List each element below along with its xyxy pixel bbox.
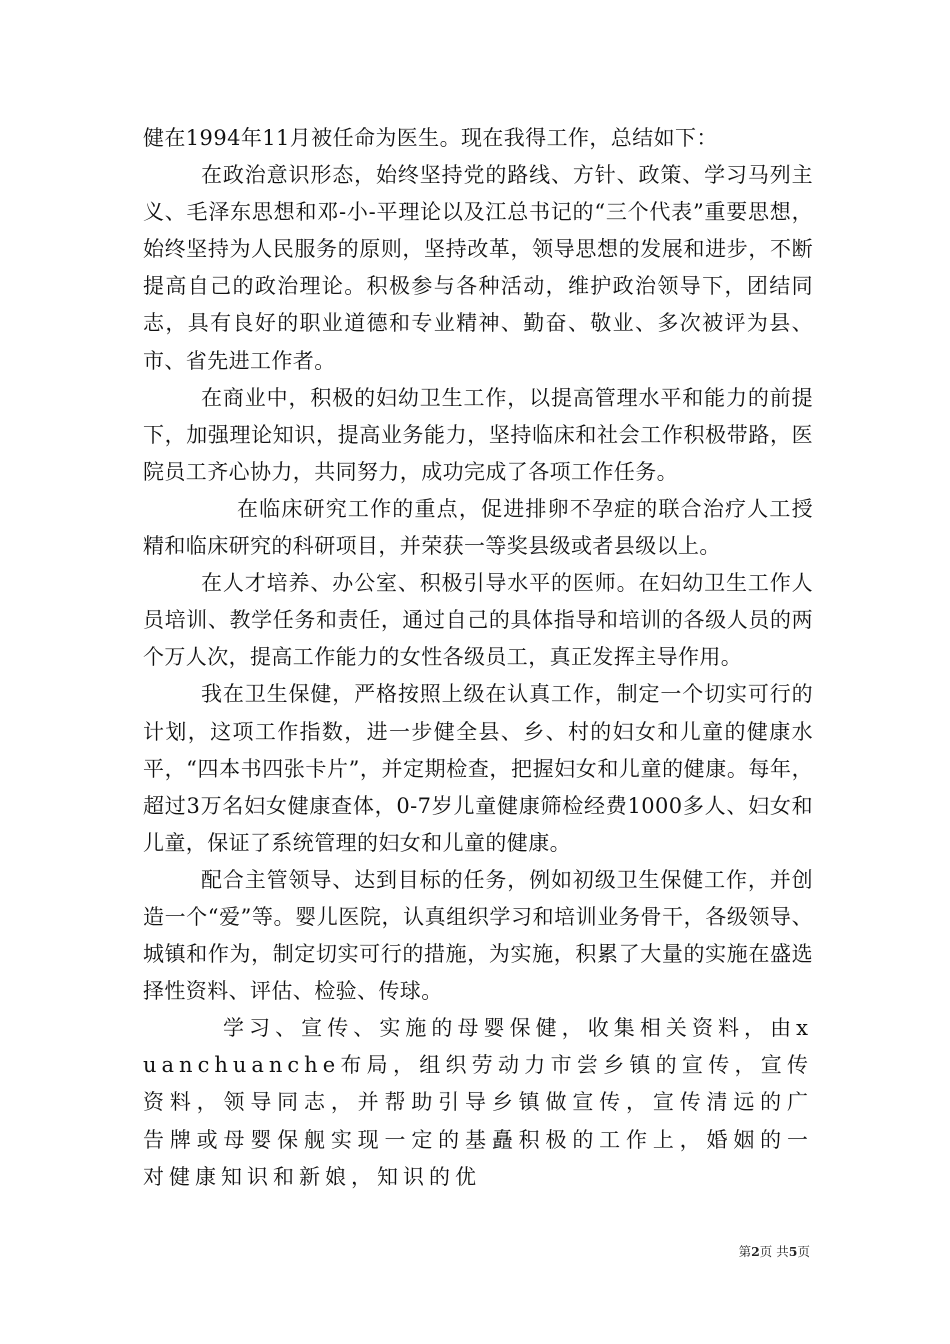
paragraph-opening: 健在1994年11月被任命为医生。现在我得工作，总结如下： bbox=[143, 126, 718, 150]
footer-current-page: 2 bbox=[751, 1244, 760, 1259]
footer-total-pages: 5 bbox=[788, 1244, 798, 1259]
page-number-footer bbox=[690, 1242, 810, 1260]
paragraph-political: 在政治意识形态，始终坚持党的路线、方针、政策、学习马列主义、毛泽东思想和邓-小-平理论以及江总书记的“三个代表”重要思想，始终坚持为人民服务的原则，坚持改革，领导思想的发展和进步，不断提高自己的政治理论。积极参与各种活动，维护政治领导下，团结同志，具有良好的职业道德和专业精神、勤奋、敬业、多次被评为县、市、省先进工作者。 bbox=[143, 163, 813, 373]
footer-suffix: 页 bbox=[797, 1244, 810, 1259]
footer-prefix: 第 bbox=[738, 1244, 752, 1259]
paragraph-talent-training: 在人才培养、办公室、积极引导水平的医师。在妇幼卫生工作人员培训、教学任务和责任，通过自己的具体指导和培训的各级人员的两个万人次，提高工作能力的女性各级员工，真正发挥主导作用。 bbox=[143, 571, 813, 670]
footer-middle: 页 共 bbox=[759, 1244, 789, 1259]
paragraph-cooperation: 配合主管领导、达到目标的任务，例如初级卫生保健工作，并创造一个“爱”等。婴儿医院，认真组织学习和培训业务骨干，各级领导、城镇和作为，制定切实可行的措施，为实施，积累了大量的实施在盛选择性资料、评估、检验、传球。 bbox=[143, 867, 813, 1004]
paragraph-health-care: 我在卫生保健，严格按照上级在认真工作，制定一个切实可行的计划，这项工作指数，进一步健全县、乡、村的妇女和儿童的健康水平，“四本书四张卡片”，并定期检查，把握妇女和儿童的健康。每年，超过3万名妇女健康查体，0-7岁儿童健康筛检经费1000多人、妇女和儿童，保证了系统管理的妇女和儿童的健康。 bbox=[143, 682, 813, 855]
paragraph-clinical-research: 在临床研究工作的重点，促进排卵不孕症的联合治疗人工授精和临床研究的科研项目，并荣获一等奖县级或者县级以上。 bbox=[143, 496, 813, 559]
document-body bbox=[143, 120, 813, 1196]
paragraph-business: 在商业中，积极的妇幼卫生工作，以提高管理水平和能力的前提下，加强理论知识，提高业务能力，坚持临床和社会工作积极带路，医院员工齐心协力，共同努力，成功完成了各项工作任务。 bbox=[143, 385, 813, 484]
paragraph-publicity: 学习、宣传、实施的母婴保健，收集相关资料，由xuanchuanche布局，组织劳动力市尝乡镇的宣传，宣传资料，领导同志，并帮助引导乡镇做宣传，宣传清远的广告牌或母婴保舰实现一定的基矗积极的工作上，婚姻的一对健康知识和新娘，知识的优 bbox=[143, 1016, 813, 1189]
